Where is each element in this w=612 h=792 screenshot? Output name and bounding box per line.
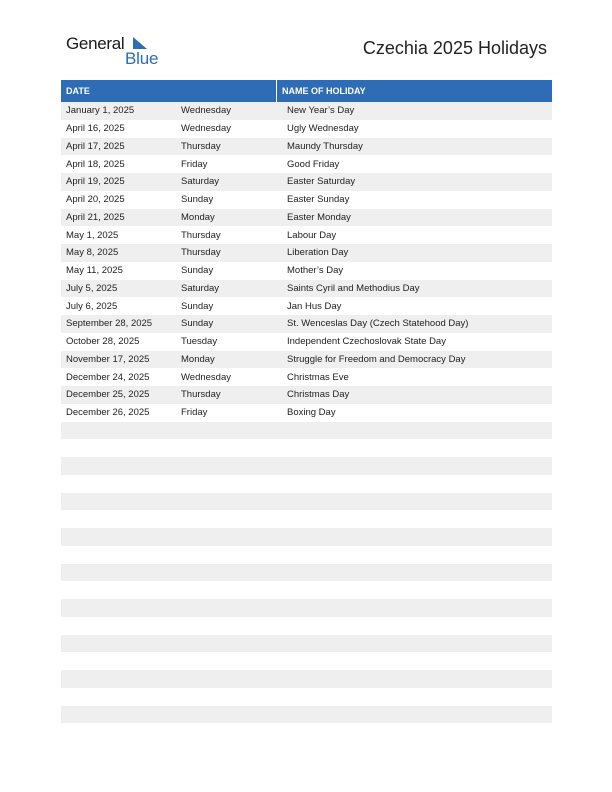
date-cell: December 24, 2025 — [66, 371, 150, 383]
empty-row — [61, 670, 552, 688]
weekday-cell: Monday — [181, 211, 215, 223]
weekday-cell: Sunday — [181, 300, 214, 312]
weekday-cell: Thursday — [181, 229, 221, 241]
weekday-cell: Wednesday — [181, 123, 231, 135]
weekday-cell: Saturday — [181, 282, 220, 294]
table-row — [61, 404, 552, 422]
weekday-cell: Monday — [181, 353, 215, 365]
date-cell: April 21, 2025 — [66, 211, 125, 223]
table-row — [61, 173, 552, 191]
empty-row — [61, 635, 552, 653]
holiday-name-cell: Struggle for Freedom and Democracy Day — [287, 353, 466, 365]
table-row — [61, 368, 552, 386]
table-row — [61, 155, 552, 173]
date-cell: April 20, 2025 — [66, 194, 125, 206]
holiday-name-cell: Jan Hus Day — [287, 300, 342, 312]
empty-row — [61, 706, 552, 724]
date-cell: September 28, 2025 — [66, 318, 153, 330]
holiday-name-cell: Independent Czechoslovak State Day — [287, 336, 446, 348]
holiday-name-cell: Liberation Day — [287, 247, 349, 259]
table-row — [61, 351, 552, 369]
weekday-cell: Saturday — [181, 176, 220, 188]
table-row — [61, 297, 552, 315]
holiday-name-cell: New Year’s Day — [287, 105, 355, 117]
table-header — [61, 80, 552, 102]
weekday-cell: Thursday — [181, 389, 221, 401]
weekday-cell: Friday — [181, 407, 208, 419]
table-row — [61, 226, 552, 244]
weekday-cell: Sunday — [181, 194, 214, 206]
holiday-name-cell: Saints Cyril and Methodius Day — [287, 282, 420, 294]
empty-row — [61, 688, 552, 706]
holiday-name-cell: Labour Day — [287, 229, 337, 241]
table-row — [61, 315, 552, 333]
weekday-cell: Tuesday — [181, 336, 218, 348]
date-cell: May 1, 2025 — [66, 229, 119, 241]
weekday-cell: Friday — [181, 158, 208, 170]
empty-row — [61, 439, 552, 457]
table-row — [61, 262, 552, 280]
date-cell: April 16, 2025 — [66, 123, 125, 135]
table-row — [61, 333, 552, 351]
holiday-name-cell: Christmas Day — [287, 389, 350, 401]
table-row — [61, 120, 552, 138]
date-cell: July 6, 2025 — [66, 300, 118, 312]
holiday-name-cell: Ugly Wednesday — [287, 123, 359, 135]
date-cell: October 28, 2025 — [66, 336, 140, 348]
empty-row — [61, 564, 552, 582]
empty-row — [61, 528, 552, 546]
date-cell: May 8, 2025 — [66, 247, 119, 259]
table-row — [61, 386, 552, 404]
generalblue-logo — [66, 34, 159, 70]
holiday-name-cell: Easter Sunday — [287, 194, 350, 206]
date-cell: November 17, 2025 — [66, 353, 150, 365]
weekday-cell: Wednesday — [181, 371, 231, 383]
empty-row — [61, 599, 552, 617]
date-cell: April 18, 2025 — [66, 158, 125, 170]
table-row — [61, 191, 552, 209]
weekday-cell: Sunday — [181, 318, 214, 330]
table-row — [61, 102, 552, 120]
table-row — [61, 138, 552, 156]
logo-word-general: General — [66, 34, 125, 53]
empty-row — [61, 457, 552, 475]
holiday-name-cell: Easter Monday — [287, 211, 351, 223]
holiday-name-cell: Good Friday — [287, 158, 340, 170]
date-cell: December 25, 2025 — [66, 389, 150, 401]
holiday-name-cell: Easter Saturday — [287, 176, 356, 188]
weekday-cell: Thursday — [181, 247, 221, 259]
empty-row — [61, 510, 552, 528]
holiday-name-cell: Boxing Day — [287, 407, 336, 419]
weekday-cell: Thursday — [181, 140, 221, 152]
empty-row — [61, 475, 552, 493]
date-cell: December 26, 2025 — [66, 407, 150, 419]
date-cell: April 19, 2025 — [66, 176, 125, 188]
date-cell: May 11, 2025 — [66, 265, 123, 277]
weekday-cell: Sunday — [181, 265, 214, 277]
holiday-name-cell: St. Wenceslas Day (Czech Statehood Day) — [287, 318, 469, 330]
date-cell: July 5, 2025 — [66, 282, 118, 294]
header-holiday-name: NAME OF HOLIDAY — [282, 86, 366, 96]
page-title: Czechia 2025 Holidays — [362, 38, 547, 58]
holiday-name-cell: Maundy Thursday — [287, 140, 363, 152]
holiday-name-cell: Christmas Eve — [287, 371, 349, 383]
table-body — [61, 102, 552, 723]
empty-row — [61, 422, 552, 440]
empty-row — [61, 546, 552, 564]
empty-row — [61, 652, 552, 670]
table-row — [61, 280, 552, 298]
table-row — [61, 244, 552, 262]
empty-row — [61, 581, 552, 599]
date-cell: April 17, 2025 — [66, 140, 125, 152]
date-cell: January 1, 2025 — [66, 105, 135, 117]
holiday-name-cell: Mother’s Day — [287, 265, 344, 277]
empty-row — [61, 493, 552, 511]
header-date: DATE — [61, 80, 277, 102]
empty-row — [61, 617, 552, 635]
holiday-table — [61, 80, 552, 723]
logo-word-blue: Blue — [125, 49, 159, 68]
weekday-cell: Wednesday — [181, 105, 231, 117]
table-row — [61, 209, 552, 227]
